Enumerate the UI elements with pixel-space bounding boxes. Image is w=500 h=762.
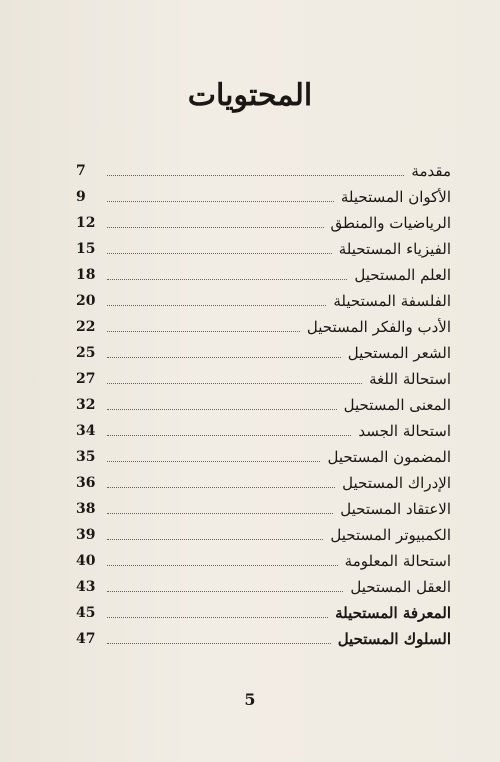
dot-leader [107, 590, 343, 592]
dot-leader [107, 174, 404, 176]
dot-leader [107, 512, 333, 514]
dot-leader [107, 408, 337, 410]
toc-entry-label: العلم المستحيل [354, 266, 451, 284]
toc-entry-label: المعنى المستحيل [343, 396, 451, 414]
toc-entry [76, 467, 451, 493]
toc-entry-page: 7 [76, 163, 86, 179]
page-number: 5 [244, 690, 256, 709]
toc-entry-page: 15 [76, 241, 96, 257]
toc-entry-page: 25 [76, 345, 96, 361]
toc-entry [76, 181, 451, 207]
toc-entry [76, 571, 451, 597]
toc-entry-label: الكمبيوتر المستحيل [330, 526, 451, 544]
toc-entry-page: 45 [76, 605, 96, 621]
toc-entry-label: استحالة الجسد [358, 422, 451, 440]
toc-entry-page: 38 [76, 501, 96, 517]
toc-entry-label: الفلسفة المستحيلة [333, 292, 451, 310]
dot-leader [107, 226, 324, 228]
toc-entry [76, 441, 451, 467]
toc-entry-page: 22 [76, 319, 96, 335]
toc-entry-page: 47 [76, 631, 96, 647]
toc-entry-label: الأكوان المستحيلة [340, 188, 451, 206]
toc-entry-label: المعرفة المستحيلة [335, 604, 451, 622]
dot-leader [107, 278, 347, 280]
toc-entry [76, 545, 451, 571]
toc-entry-label: الشعر المستحيل [347, 344, 451, 362]
toc-entry-label: استحالة اللغة [369, 370, 451, 388]
toc-entry [76, 493, 451, 519]
dot-leader [107, 200, 334, 202]
toc-entry-label: استحالة المعلومة [344, 552, 451, 570]
toc-entry-page: 27 [76, 371, 96, 387]
page-title: المحتويات [187, 78, 313, 113]
toc-entry [76, 155, 451, 181]
toc-entry-label: المضمون المستحيل [327, 448, 451, 466]
dot-leader [107, 564, 338, 566]
dot-leader [107, 382, 362, 384]
toc-entry-page: 39 [76, 527, 96, 543]
toc-entry-page: 35 [76, 449, 96, 465]
dot-leader [107, 642, 331, 644]
toc-entry-label: الإدراك المستحيل [342, 474, 451, 492]
toc-entry [76, 519, 451, 545]
toc-entry-page: 43 [76, 579, 96, 595]
dot-leader [107, 304, 326, 306]
toc-entry [76, 597, 451, 623]
toc-entry [76, 623, 451, 649]
toc-entry [76, 363, 451, 389]
toc-entry-page: 18 [76, 267, 96, 283]
toc-entry-label: العقل المستحيل [350, 578, 451, 596]
toc-entry-page: 20 [76, 293, 96, 309]
toc-entry [76, 311, 451, 337]
table-of-contents [76, 155, 451, 649]
toc-entry-label: الرياضيات والمنطق [330, 214, 451, 232]
dot-leader [107, 616, 328, 618]
toc-entry-page: 9 [76, 189, 86, 205]
dot-leader [107, 330, 300, 332]
toc-entry [76, 415, 451, 441]
toc-entry [76, 389, 451, 415]
toc-entry [76, 207, 451, 233]
dot-leader [107, 538, 323, 540]
toc-entry-label: الاعتقاد المستحيل [340, 500, 451, 518]
dot-leader [107, 486, 335, 488]
toc-entry [76, 259, 451, 285]
toc-entry [76, 233, 451, 259]
dot-leader [107, 434, 351, 436]
dot-leader [107, 252, 332, 254]
toc-entry-label: السلوك المستحيل [337, 630, 451, 648]
toc-entry-page: 32 [76, 397, 96, 413]
toc-entry-page: 34 [76, 423, 96, 439]
toc-entry-page: 12 [76, 215, 96, 231]
dot-leader [107, 356, 341, 358]
toc-entry-label: الفيزياء المستحيلة [338, 240, 451, 258]
toc-entry-label: الأدب والفكر المستحيل [306, 318, 451, 336]
dot-leader [107, 460, 320, 462]
toc-entry-label: مقدمة [411, 162, 451, 180]
toc-entry [76, 285, 451, 311]
toc-entry-page: 36 [76, 475, 96, 491]
toc-entry-page: 40 [76, 553, 96, 569]
toc-entry [76, 337, 451, 363]
